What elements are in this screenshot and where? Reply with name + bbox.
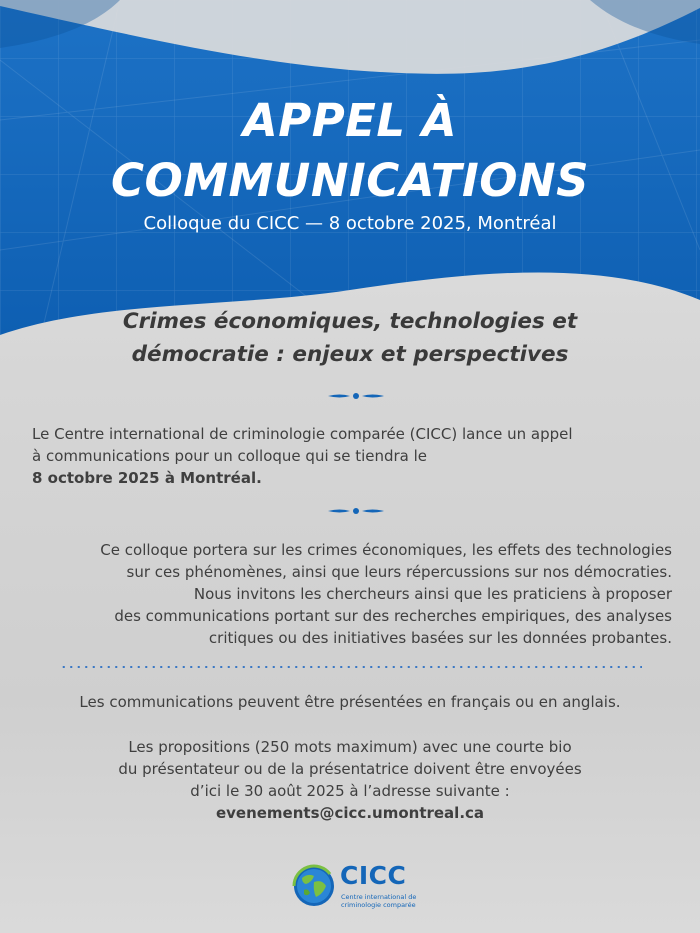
- intro-line-1: Le Centre international de criminologie comparée (CICC) lance un appel: [32, 425, 573, 443]
- event-subtitle: Colloque du CICC — 8 octobre 2025, Montréal: [143, 213, 557, 234]
- submission-email[interactable]: evenements@cicc.umontreal.ca: [215, 804, 485, 822]
- submission-line-2: du présentateur ou de la présentatrice doivent être envoyées: [118, 760, 582, 778]
- theme-line-1: Crimes économiques, technologies et: [122, 309, 578, 334]
- dotted-divider: [60, 666, 642, 668]
- description-line-4: des communications portant sur des recherches empiriques, des analyses: [114, 607, 672, 625]
- logo-subtitle-line-2: criminologie comparée: [341, 901, 416, 909]
- description-line-1: Ce colloque portera sur les crimes économiques, les effets des technologies: [100, 541, 672, 559]
- intro-line-3: 8 octobre 2025 à Montréal.: [32, 469, 262, 487]
- cicc-logo: [290, 862, 420, 912]
- submission-line-3: d’ici le 30 août 2025 à l’adresse suivante :: [190, 782, 510, 800]
- logo-name: CICC: [340, 861, 407, 890]
- title-line-1: APPEL À: [242, 94, 458, 147]
- description-line-3: Nous invitons les chercheurs ainsi que les praticiens à proposer: [193, 585, 672, 603]
- title-line-2: COMMUNICATIONS: [110, 154, 590, 207]
- description-line-2: sur ces phénomènes, ainsi que leurs répercussions sur nos démocraties.: [126, 563, 672, 581]
- globe-icon: [292, 864, 336, 908]
- divider-ornament: [328, 392, 384, 400]
- languages-note: Les communications peuvent être présentées en français ou en anglais.: [79, 693, 621, 711]
- description-line-5: critiques ou des initiatives basées sur les données probantes.: [208, 629, 672, 647]
- divider-ornament-2: [328, 507, 384, 515]
- logo-subtitle: [341, 893, 431, 909]
- theme-line-2: démocratie : enjeux et perspectives: [131, 342, 569, 367]
- logo-subtitle-line-1: Centre international de: [341, 893, 417, 901]
- intro-line-2: à communications pour un colloque qui se tiendra le: [32, 447, 428, 465]
- submission-line-1: Les propositions (250 mots maximum) avec une courte bio: [128, 738, 572, 756]
